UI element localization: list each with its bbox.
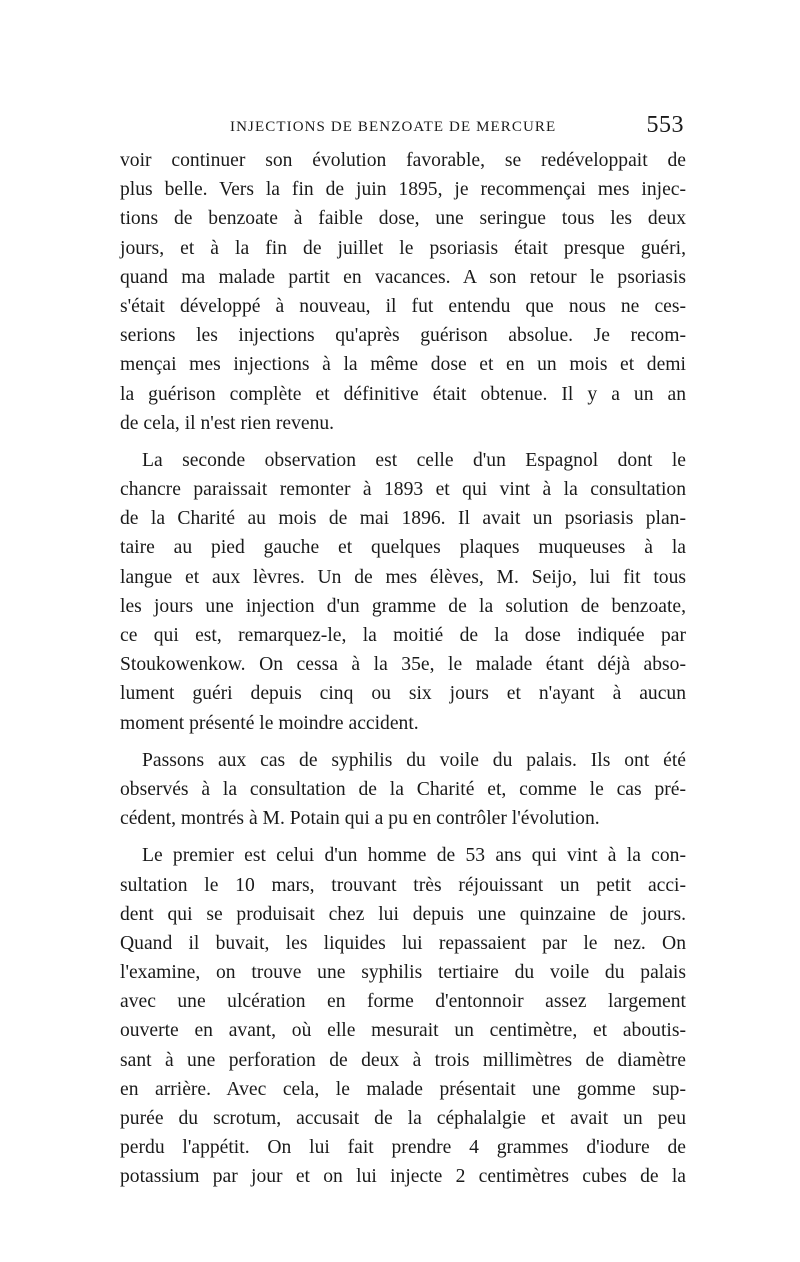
text-line: jours, et à la fin de juillet le psoriasis était presque guéri, bbox=[120, 237, 686, 259]
text-line: mençai mes injections à la même dose et en un mois et demi bbox=[120, 354, 686, 376]
text-line: dent qui se produisait chez lui depuis une quinzaine de jours. bbox=[120, 903, 686, 925]
text-line: s'était développé à nouveau, il fut entendu que nous ne ces- bbox=[120, 295, 686, 317]
paragraph-2 bbox=[120, 446, 686, 738]
text-line: ce qui est, remarquez-le, la moitié de la dose indiquée par bbox=[120, 625, 686, 646]
text-line: sant à une perforation de deux à trois millimètres de diamètre bbox=[120, 1049, 686, 1071]
text-line: l'examine, on trouve une syphilis tertiaire du voile du palais bbox=[120, 962, 686, 984]
text-line: langue et aux lèvres. Un de mes élèves, M. Seijo, lui fit tous bbox=[120, 566, 686, 588]
text-line: en arrière. Avec cela, le malade présentait une gomme sup- bbox=[120, 1078, 686, 1100]
text-line: la guérison complète et définitive était obtenue. Il y a un an bbox=[120, 383, 686, 405]
paragraph-spacer bbox=[120, 438, 686, 446]
paragraph-1 bbox=[120, 146, 686, 438]
text-line: plus belle. Vers la fin de juin 1895, je recommençai mes injec- bbox=[120, 179, 686, 201]
text-line: Quand il buvait, les liquides lui repassaient par le nez. On bbox=[120, 932, 686, 954]
text-line: observés à la consultation de la Charité et, comme le cas pré- bbox=[120, 778, 686, 800]
text-line: purée du scrotum, accusait de la céphalalgie et avait un peu bbox=[120, 1108, 686, 1129]
text-line: quand ma malade partit en vacances. A son retour le psoriasis bbox=[120, 266, 686, 288]
page-number: 553 bbox=[646, 112, 684, 138]
text-line: ouverte en avant, où elle mesurait un centimètre, et aboutis- bbox=[120, 1020, 686, 1042]
text-line: potassium par jour et on lui injecte 2 centimètres cubes de la bbox=[120, 1166, 686, 1188]
text-line: de cela, il n'est rien revenu. bbox=[120, 412, 335, 434]
text-line: taire au pied gauche et quelques plaques muqueuses à la bbox=[120, 537, 686, 559]
running-head bbox=[118, 112, 684, 142]
text-line: les jours une injection d'un gramme de la solution de benzoate, bbox=[120, 595, 686, 617]
text-line: perdu l'appétit. On lui fait prendre 4 grammes d'iodure de bbox=[120, 1137, 686, 1159]
paragraph-4 bbox=[120, 841, 686, 1191]
text-line: sultation le 10 mars, trouvant très réjouissant un petit acci- bbox=[120, 874, 686, 896]
running-title: INJECTIONS DE BENZOATE DE MERCURE bbox=[230, 119, 557, 135]
text-line: cédent, montrés à M. Potain qui a pu en contrôler l'évolution. bbox=[120, 808, 600, 830]
text-line: Stoukowenkow. On cessa à la 35e, le malade étant déjà abso- bbox=[120, 654, 686, 676]
paragraph-spacer bbox=[120, 738, 686, 746]
text-line: voir continuer son évolution favorable, se redéveloppait de bbox=[120, 150, 686, 171]
text-line: tions de benzoate à faible dose, une seringue tous les deux bbox=[120, 208, 686, 230]
paragraph-spacer bbox=[120, 833, 686, 841]
text-line: lument guéri depuis cinq ou six jours et n'ayant à aucun bbox=[120, 683, 686, 705]
text-line: Le premier est celui d'un homme de 53 ans qui vint à la con- bbox=[142, 845, 686, 867]
text-line: de la Charité au mois de mai 1896. Il avait un psoriasis plan- bbox=[120, 508, 686, 530]
text-line: chancre paraissait remonter à 1893 et qui vint à la consultation bbox=[120, 479, 686, 501]
text-line: Passons aux cas de syphilis du voile du palais. Ils ont été bbox=[142, 749, 686, 771]
text-line: moment présenté le moindre accident. bbox=[120, 712, 419, 734]
text-line: avec une ulcération en forme d'entonnoir assez largement bbox=[120, 991, 686, 1013]
text-line: La seconde observation est celle d'un Espagnol dont le bbox=[142, 449, 686, 471]
body-text bbox=[120, 146, 686, 1192]
text-line: serions les injections qu'après guérison absolue. Je recom- bbox=[120, 325, 686, 347]
paragraph-3 bbox=[120, 746, 686, 834]
